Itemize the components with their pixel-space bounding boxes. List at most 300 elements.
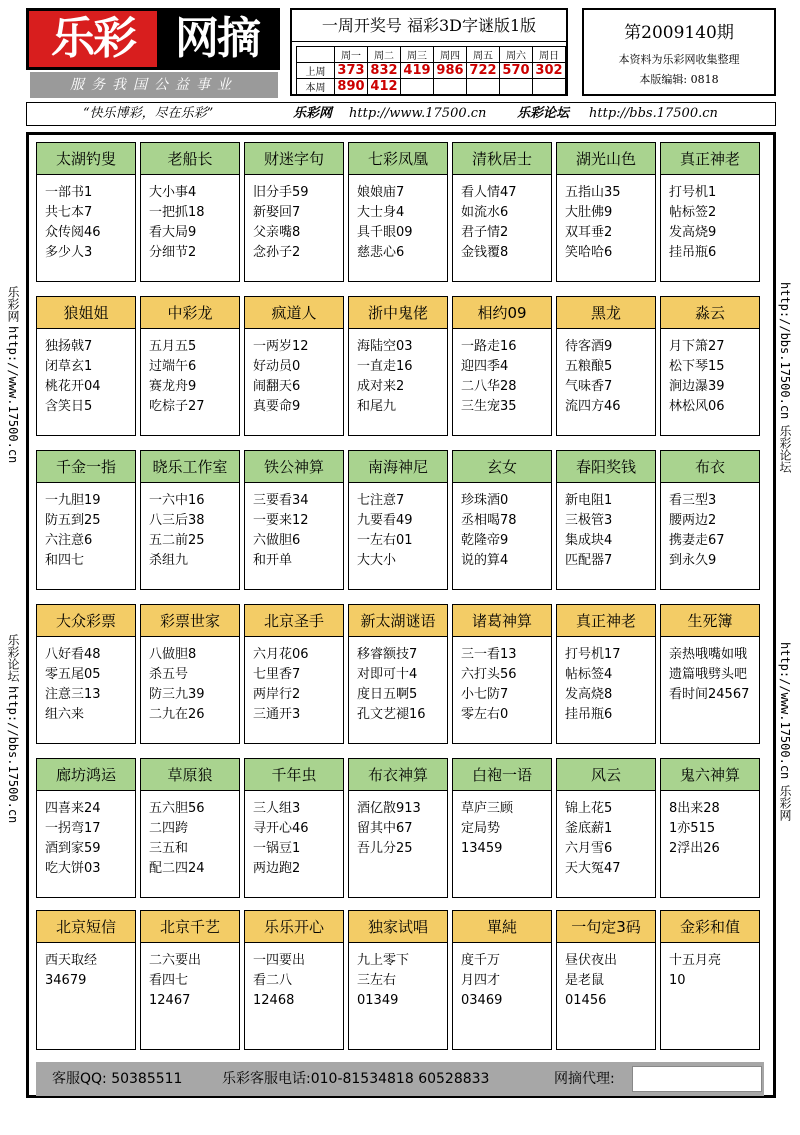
riddle-line: 五指山35 (565, 185, 621, 200)
riddle-author: 彩票世家 (141, 605, 239, 637)
riddle-line: 一路走16 (461, 339, 517, 354)
riddle-card (140, 910, 240, 1050)
riddle-card (452, 910, 552, 1050)
riddle-lines (141, 943, 239, 1011)
riddle-line: 金钱覆8 (461, 245, 509, 260)
riddle-line: 多少人3 (45, 245, 93, 260)
riddle-card (140, 758, 240, 898)
day-header: 周三 (401, 47, 434, 63)
riddle-line: 腰两边2 (669, 513, 717, 528)
riddle-card (348, 142, 448, 282)
draw-number: 570 (500, 63, 533, 79)
riddle-line: 众传阅46 (45, 225, 101, 240)
riddle-line: 釜底薪1 (565, 821, 613, 836)
riddle-line: 五月五5 (149, 339, 197, 354)
riddle-line: 一把抓18 (149, 205, 205, 220)
riddle-author: 南海神尼 (349, 451, 447, 483)
riddle-line: 定局势 (461, 821, 501, 836)
riddle-line: 酒亿散913 (357, 801, 421, 816)
this-week-label: 本周 (297, 79, 335, 95)
riddle-author: 生死簿 (661, 605, 759, 637)
riddle-author: 风云 (557, 759, 655, 791)
riddle-author: 相约09 (453, 297, 551, 329)
riddle-lines (141, 483, 239, 571)
draw-number (467, 79, 500, 95)
riddle-line: 一四要出 (253, 953, 306, 968)
riddle-card (36, 604, 136, 744)
riddle-author: 千金一指 (37, 451, 135, 483)
riddle-lines (141, 175, 239, 263)
riddle-line: 发高烧9 (669, 225, 717, 240)
riddle-author: 一句定3码 (557, 911, 655, 943)
riddle-lines (245, 637, 343, 725)
riddle-line: 吾儿分25 (357, 841, 413, 856)
riddle-line: 娘娘庙7 (357, 185, 405, 200)
riddle-line: 大小事4 (149, 185, 197, 200)
riddle-line: 留其中67 (357, 821, 413, 836)
riddle-line: 真要命9 (253, 399, 301, 414)
riddle-line: 丞相喝78 (461, 513, 517, 528)
riddle-lines (245, 943, 343, 1011)
riddle-line: 吃大饼03 (45, 861, 101, 876)
riddle-line: 大大小 (357, 553, 397, 568)
riddle-line: 对即可十4 (357, 667, 418, 682)
riddle-card (660, 910, 760, 1050)
right-side-text-bottom (778, 642, 791, 821)
side-site-url[interactable]: http://www.17500.cn (6, 326, 20, 464)
riddle-lines (37, 637, 135, 725)
riddle-line: 一九胆19 (45, 493, 101, 508)
riddle-lines (245, 175, 343, 263)
riddle-author: 淼云 (661, 297, 759, 329)
riddle-card (556, 142, 656, 282)
riddle-card (556, 296, 656, 436)
forum-link[interactable]: http://bbs.17500.cn (589, 106, 718, 121)
riddle-card (660, 142, 760, 282)
riddle-author: 财迷字句 (245, 143, 343, 175)
riddle-line: 帖标签4 (565, 667, 613, 682)
day-header: 周二 (368, 47, 401, 63)
riddle-card (244, 910, 344, 1050)
riddle-line: 天大冤47 (565, 861, 621, 876)
riddle-lines (661, 637, 759, 705)
riddle-line: 昼伏夜出 (565, 953, 618, 968)
riddle-card (660, 758, 760, 898)
riddle-card (660, 450, 760, 590)
riddle-author: 真正神老 (661, 143, 759, 175)
riddle-line: 四喜来24 (45, 801, 101, 816)
riddle-line: 月四才 (461, 973, 501, 988)
riddle-line: 月下箫27 (669, 339, 725, 354)
draw-number (434, 79, 467, 95)
riddle-line: 六注意6 (45, 533, 93, 548)
riddle-line: 二四跨 (149, 821, 189, 836)
last-week-label: 上周 (297, 63, 335, 79)
riddle-line: 吃棕子27 (149, 399, 205, 414)
riddle-lines (349, 175, 447, 263)
draw-results-table (296, 46, 566, 95)
riddle-line: 父亲嘴8 (253, 225, 301, 240)
riddle-card (452, 142, 552, 282)
riddle-lines (349, 791, 447, 859)
riddle-line: 帖标签2 (669, 205, 717, 220)
riddle-card (36, 910, 136, 1050)
riddle-line: 五六胆56 (149, 801, 205, 816)
riddle-card (348, 296, 448, 436)
riddle-lines (349, 329, 447, 417)
logo-right: 网摘 (157, 11, 277, 67)
riddle-author: 春阳奖钱 (557, 451, 655, 483)
riddle-card (244, 604, 344, 744)
riddle-line: 12467 (149, 993, 191, 1008)
riddle-line: 打号机1 (669, 185, 717, 200)
riddle-author: 疯道人 (245, 297, 343, 329)
riddle-line: 七注意7 (357, 493, 405, 508)
riddle-line: 一左右01 (357, 533, 413, 548)
riddle-line: 10 (669, 973, 686, 988)
day-header: 周四 (434, 47, 467, 63)
riddle-line: 笑哈哈6 (565, 245, 613, 260)
riddle-author: 独家试唱 (349, 911, 447, 943)
riddle-author: 北京千艺 (141, 911, 239, 943)
riddle-line: 度日五啊5 (357, 687, 418, 702)
riddle-lines (37, 175, 135, 263)
riddle-line: 1亦515 (669, 821, 716, 836)
riddle-lines (557, 637, 655, 725)
service-phone: 乐彩客服电话:010-81534818 60528833 (222, 1071, 490, 1087)
riddle-author: 白袍一语 (453, 759, 551, 791)
riddle-lines (557, 175, 655, 263)
riddle-line: 二九在26 (149, 707, 205, 722)
riddle-line: 三五和 (149, 841, 189, 856)
riddle-author: 乐乐开心 (245, 911, 343, 943)
riddle-line: 挂吊瓶6 (669, 245, 717, 260)
riddle-line: 移睿额技7 (357, 647, 418, 662)
riddle-author: 草原狼 (141, 759, 239, 791)
riddle-card (36, 758, 136, 898)
side-site-url[interactable]: http://www.17500.cn (778, 642, 792, 780)
day-header: 周一 (335, 47, 368, 63)
riddle-line: 慈悲心6 (357, 245, 405, 260)
tagline-bar (26, 102, 776, 126)
draw-number: 302 (533, 63, 566, 79)
riddle-author: 太湖钓叟 (37, 143, 135, 175)
riddle-line: 组六来 (45, 707, 85, 722)
riddle-line: 五二前25 (149, 533, 205, 548)
riddle-card (348, 604, 448, 744)
riddle-author: 廊坊鸿运 (37, 759, 135, 791)
riddle-lines (245, 791, 343, 879)
riddle-author: 北京短信 (37, 911, 135, 943)
draw-number: 986 (434, 63, 467, 79)
riddle-lines (349, 637, 447, 725)
riddle-card (452, 758, 552, 898)
riddle-line: 闹翻天6 (253, 379, 301, 394)
riddle-line: 新电阻1 (565, 493, 613, 508)
riddle-line: 防三九39 (149, 687, 205, 702)
riddle-card (36, 296, 136, 436)
draw-number: 419 (401, 63, 434, 79)
riddle-line: 二八华28 (461, 379, 517, 394)
issue-panel (582, 8, 776, 96)
riddle-line: 看大局9 (149, 225, 197, 240)
riddle-line: 注意三13 (45, 687, 101, 702)
riddle-line: 五粮酿5 (565, 359, 613, 374)
riddle-line: 01456 (565, 993, 607, 1008)
riddle-lines (661, 329, 759, 417)
riddle-author: 北京圣手 (245, 605, 343, 637)
draw-results-panel (290, 8, 568, 96)
riddle-card (556, 450, 656, 590)
riddle-card (348, 450, 448, 590)
riddle-card (660, 604, 760, 744)
riddle-line: 过端午6 (149, 359, 197, 374)
riddle-line: 看时间24567 (669, 687, 750, 702)
riddle-line: 三通开3 (253, 707, 301, 722)
riddle-line: 九要看49 (357, 513, 413, 528)
service-qq: 客服QQ: 50385511 (52, 1071, 183, 1087)
riddle-author: 黑龙 (557, 297, 655, 329)
riddle-line: 闭草玄1 (45, 359, 93, 374)
riddle-card (244, 758, 344, 898)
riddle-card (348, 758, 448, 898)
logo-left: 乐彩 (29, 11, 157, 67)
riddle-line: 13459 (461, 841, 503, 856)
riddle-line: 零五尾05 (45, 667, 101, 682)
riddle-line: 林松风06 (669, 399, 725, 414)
riddle-line: 锦上花5 (565, 801, 613, 816)
riddle-card (140, 296, 240, 436)
riddle-line: 具千眼09 (357, 225, 413, 240)
draw-number: 890 (335, 79, 368, 95)
riddle-line: 三一看13 (461, 647, 517, 662)
riddle-line: 零左右0 (461, 707, 509, 722)
editor-note: 本版编辑: 0818 (639, 73, 719, 86)
riddle-line: 气味香7 (565, 379, 613, 394)
riddle-line: 2浮出26 (669, 841, 720, 856)
side-forum-name: 乐彩论坛 (778, 425, 792, 474)
riddle-line: 挂吊瓶6 (565, 707, 613, 722)
riddle-line: 七里香7 (253, 667, 301, 682)
riddle-line: 亲热哦嘴如哦 (669, 647, 748, 662)
riddle-line: 成对来2 (357, 379, 405, 394)
riddle-line: 桃花开04 (45, 379, 101, 394)
riddle-author: 铁公神算 (245, 451, 343, 483)
riddle-author: 布衣 (661, 451, 759, 483)
riddle-author: 千年虫 (245, 759, 343, 791)
logo (26, 8, 280, 70)
riddle-line: 待客酒9 (565, 339, 613, 354)
riddle-author: 老船长 (141, 143, 239, 175)
riddle-line: 君子情2 (461, 225, 509, 240)
riddle-card (660, 296, 760, 436)
riddle-line: 赛龙舟9 (149, 379, 197, 394)
day-header: 周五 (467, 47, 500, 63)
draw-number (533, 79, 566, 95)
riddle-lines (661, 791, 759, 859)
riddle-line: 一要来12 (253, 513, 309, 528)
side-forum-name: 乐彩论坛 (6, 634, 20, 682)
riddle-line: 和开单 (253, 553, 293, 568)
riddle-line: 八做胆8 (149, 647, 197, 662)
riddle-card (140, 142, 240, 282)
riddle-line: 两岸行2 (253, 687, 301, 702)
riddle-line: 九上零下 (357, 953, 410, 968)
riddle-author: 晓乐工作室 (141, 451, 239, 483)
riddle-lines (453, 483, 551, 571)
agent-field[interactable] (632, 1066, 762, 1092)
riddle-lines (37, 329, 135, 417)
riddle-author: 鬼六神算 (661, 759, 759, 791)
riddle-line: 集成块4 (565, 533, 613, 548)
riddle-line: 八好看48 (45, 647, 101, 662)
riddle-line: 发高烧8 (565, 687, 613, 702)
riddle-card (244, 296, 344, 436)
riddle-line: 酒到家59 (45, 841, 101, 856)
riddle-line: 六打头56 (461, 667, 517, 682)
riddle-line: 孔文艺褪16 (357, 707, 426, 722)
riddle-line: 03469 (461, 993, 503, 1008)
riddle-author: 金彩和值 (661, 911, 759, 943)
riddle-line: 是老鼠 (565, 973, 605, 988)
riddle-line: 遗篇哦劈头吧 (669, 667, 748, 682)
riddle-line: 三生宠35 (461, 399, 517, 414)
agent-label: 网摘代理: (554, 1071, 615, 1087)
draw-number (401, 79, 434, 95)
riddle-line: 六做胆6 (253, 533, 301, 548)
riddle-card (556, 604, 656, 744)
riddle-line: 迎四季4 (461, 359, 509, 374)
riddle-lines (245, 483, 343, 571)
riddle-line: 八三后38 (149, 513, 205, 528)
riddle-lines (141, 637, 239, 725)
riddle-line: 说的算4 (461, 553, 509, 568)
riddle-card (452, 604, 552, 744)
riddle-line: 双耳垂2 (565, 225, 613, 240)
riddle-card (140, 450, 240, 590)
riddle-line: 如流水6 (461, 205, 509, 220)
riddle-author: 湖光山色 (557, 143, 655, 175)
riddle-author: 真正神老 (557, 605, 655, 637)
riddle-lines (141, 329, 239, 417)
riddle-author: 布衣神算 (349, 759, 447, 791)
riddle-lines (661, 483, 759, 571)
riddle-line: 一六中16 (149, 493, 205, 508)
riddle-line: 和尾九 (357, 399, 397, 414)
riddle-line: 看人情47 (461, 185, 517, 200)
riddle-line: 松下琴15 (669, 359, 725, 374)
riddle-line: 旧分手59 (253, 185, 309, 200)
riddle-author: 單純 (453, 911, 551, 943)
left-side-text-bottom (6, 634, 19, 823)
left-side-text-top (6, 286, 19, 463)
riddle-lines (557, 943, 655, 1011)
riddle-line: 大士身4 (357, 205, 405, 220)
site-name: 乐彩网 (293, 106, 333, 121)
riddle-card (348, 910, 448, 1050)
riddle-line: 杀五号 (149, 667, 189, 682)
riddle-lines (37, 943, 135, 991)
riddle-line: 一两岁12 (253, 339, 309, 354)
riddle-line: 一拐弯17 (45, 821, 101, 836)
riddle-line: 配二四24 (149, 861, 205, 876)
riddle-line: 01349 (357, 993, 399, 1008)
riddle-card (244, 450, 344, 590)
side-site-name: 乐彩网 (6, 286, 20, 322)
riddle-author: 玄女 (453, 451, 551, 483)
riddle-author: 浙中鬼佬 (349, 297, 447, 329)
riddle-line: 度千万 (461, 953, 501, 968)
riddle-author: 狼姐姐 (37, 297, 135, 329)
riddle-line: 分细节2 (149, 245, 197, 260)
riddle-line: 草庐三顾 (461, 801, 514, 816)
riddle-line: 三极管3 (565, 513, 613, 528)
riddle-line: 西天取经 (45, 953, 98, 968)
riddle-lines (141, 791, 239, 879)
riddle-line: 12468 (253, 993, 295, 1008)
riddle-line: 三左右 (357, 973, 397, 988)
riddle-lines (557, 791, 655, 879)
riddle-line: 三要看34 (253, 493, 309, 508)
riddle-line: 好动员0 (253, 359, 301, 374)
riddle-line: 念孙子2 (253, 245, 301, 260)
slogan: 服务我国公益事业 (30, 72, 278, 98)
riddle-lines (453, 329, 551, 417)
riddle-line: 二六要出 (149, 953, 202, 968)
riddle-line: 大肚佛9 (565, 205, 613, 220)
riddle-line: 独扬戟7 (45, 339, 93, 354)
riddle-line: 防五到25 (45, 513, 101, 528)
riddle-lines (453, 637, 551, 725)
riddle-line: 8出来28 (669, 801, 720, 816)
riddle-line: 十五月亮 (669, 953, 722, 968)
riddle-lines (37, 483, 135, 571)
riddle-card (556, 910, 656, 1050)
draw-number: 832 (368, 63, 401, 79)
riddle-lines (661, 943, 759, 991)
draw-number (500, 79, 533, 95)
side-forum-url[interactable]: http://bbs.17500.cn (6, 686, 20, 824)
riddle-author: 清秋居士 (453, 143, 551, 175)
riddle-line: 三人组3 (253, 801, 301, 816)
riddle-lines (661, 175, 759, 263)
side-forum-url[interactable]: http://bbs.17500.cn (778, 282, 792, 420)
riddle-card (556, 758, 656, 898)
riddle-line: 34679 (45, 973, 87, 988)
right-side-text-top (778, 282, 791, 473)
riddle-author: 新太湖谜语 (349, 605, 447, 637)
riddle-lines (37, 791, 135, 879)
riddle-author: 诸葛神算 (453, 605, 551, 637)
riddle-line: 一锅豆1 (253, 841, 301, 856)
riddle-lines (245, 329, 343, 417)
riddle-line: 共七本7 (45, 205, 93, 220)
riddle-line: 寻开心46 (253, 821, 309, 836)
riddle-line: 六月雪6 (565, 841, 613, 856)
riddle-card (140, 604, 240, 744)
site-link[interactable]: http://www.17500.cn (349, 106, 487, 121)
riddle-line: 珍珠酒0 (461, 493, 509, 508)
riddle-line: 含笑日5 (45, 399, 93, 414)
riddle-lines (557, 329, 655, 417)
day-header: 周六 (500, 47, 533, 63)
footer-bar (36, 1062, 764, 1096)
riddle-line: 两边跑2 (253, 861, 301, 876)
riddle-line: 携妻走67 (669, 533, 725, 548)
issue-number: 第2009140期 (624, 23, 734, 43)
draw-number: 412 (368, 79, 401, 95)
riddle-line: 一部书1 (45, 185, 93, 200)
